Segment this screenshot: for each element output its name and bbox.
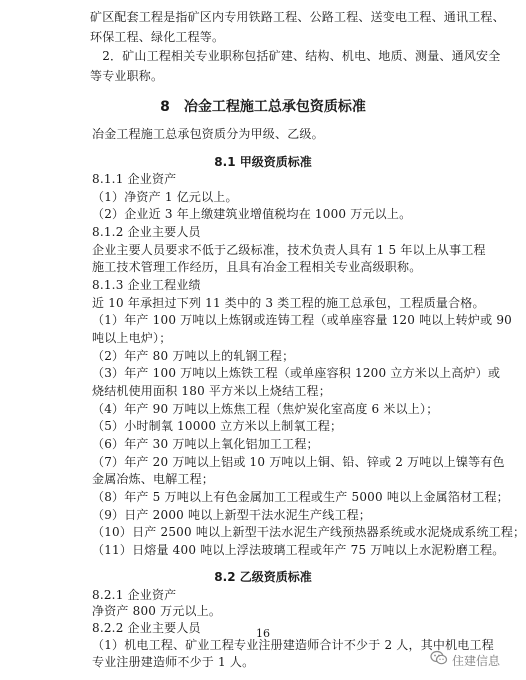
- subsection-heading: 8.2 乙级资质标准: [214, 570, 312, 584]
- text-line: （4）年产 90 万吨以上炼焦工程（焦炉炭化室高度 6 米以上）；: [92, 402, 439, 416]
- text-line: 金属冶炼、电解工程；: [92, 472, 215, 486]
- text-line: （11）日熔量 400 吨以上浮法玻璃工程或年产 75 万吨以上水泥粉磨工程。: [92, 543, 505, 557]
- page-number: 16: [256, 627, 270, 640]
- text-line: 等专业职称。: [90, 69, 164, 83]
- text-line: （2）企业近 3 年上缴建筑业增值税均在 1000 万元以上。: [92, 207, 412, 221]
- watermark: [430, 650, 500, 670]
- text-line: 8.2.2 企业主要人员: [92, 621, 201, 635]
- text-line: 企业主要人员要求不低于乙级标准，技术负责人具有 1 5 年以上从事工程: [92, 243, 486, 257]
- text-line: 净资产 800 万元以上。: [92, 604, 222, 618]
- text-line: 冶金工程施工总承包资质分为甲级、乙级。: [92, 127, 324, 141]
- subsection-heading: 8.1 甲级资质标准: [214, 155, 312, 169]
- text-line: （7）年产 20 万吨以上铝或 10 万吨以上铜、铅、锌或 2 万吨以上镍等有色: [92, 455, 505, 469]
- text-line: （1）净资产 1 亿元以上。: [92, 190, 238, 204]
- text-line: 环保工程、绿化工程等。: [90, 30, 225, 44]
- text-line: （1）年产 100 万吨以上炼钢或连铸工程（或单座容量 120 吨以上转炉或 90: [92, 313, 512, 327]
- text-line: 专业注册建造师不少于 1 人。: [92, 655, 255, 669]
- text-line: （3）年产 100 万吨以上炼铁工程（或单座容积 1200 立方米以上高炉）或: [92, 366, 501, 380]
- text-line: 8.2.1 企业资产: [92, 588, 177, 602]
- text-line: 8.1.3 企业工程业绩: [92, 278, 201, 292]
- text-line: （9）日产 2000 吨以上新型干法水泥生产线工程；: [92, 508, 372, 522]
- text-line: 施工技术管理工作经历，且具有冶金工程相关专业高级职称。: [92, 260, 422, 274]
- text-line: 矿区配套工程是指矿区内专用铁路工程、公路工程、送变电工程、通讯工程、: [90, 10, 505, 24]
- text-line: （6）年产 30 万吨以上氧化铝加工工程；: [92, 437, 319, 451]
- text-line: （5）小时制氧 10000 立方米以上制氧工程；: [92, 419, 343, 433]
- watermark-label: 住建信息: [452, 653, 501, 668]
- text-line: 8.1.2 企业主要人员: [92, 225, 201, 239]
- text-line: 2．矿山工程相关专业职称包括矿建、结构、机电、地质、测量、通风安全: [90, 49, 501, 63]
- wechat-icon: [430, 650, 448, 670]
- text-line: （10）日产 2500 吨以上新型干法水泥生产线预热器系统或水泥烧成系统工程；: [92, 525, 526, 539]
- text-line: 吨以上电炉）；: [92, 331, 172, 345]
- text-line: 8.1.1 企业资产: [92, 172, 177, 186]
- text-line: （1）机电工程、矿业工程专业注册建造师合计不少于 2 人，其中机电工程: [92, 638, 494, 652]
- text-line: 烧结机使用面积 180 平方米以上烧结工程；: [92, 384, 331, 398]
- text-line: 近 10 年承担过下列 11 类中的 3 类工程的施工总承包，工程质量合格。: [92, 296, 485, 310]
- text-line: （2）年产 80 万吨以上的轧钢工程；: [92, 349, 295, 363]
- text-line: （8）年产 5 万吨以上有色金属加工工程或生产 5000 吨以上金属箔材工程；: [92, 490, 509, 504]
- section-heading: 8 冶金工程施工总承包资质标准: [160, 99, 366, 115]
